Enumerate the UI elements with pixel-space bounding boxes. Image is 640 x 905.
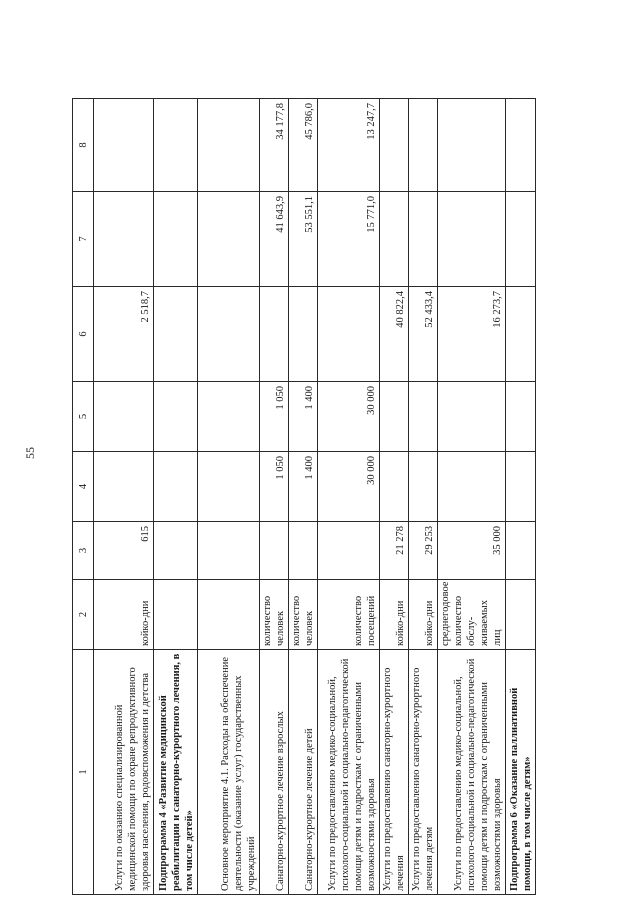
row-title-text: Услуги по предоставлению санаторно-курортного лечения детям — [411, 667, 435, 891]
value-cell — [438, 192, 506, 287]
table-row — [198, 99, 260, 895]
value-cell — [198, 452, 260, 522]
row-title-text: Санаторно-курортное лечение детей — [304, 728, 315, 891]
value-cell — [289, 287, 318, 382]
unit-cell — [154, 580, 198, 650]
header-cell: 6 — [73, 287, 94, 382]
value-cell — [154, 287, 198, 382]
unit-cell — [506, 580, 536, 650]
row-title — [380, 650, 409, 895]
value-cell: 29 253 — [409, 522, 438, 580]
value-cell — [154, 192, 198, 287]
value-cell — [380, 99, 409, 192]
value-cell: 1 050 — [260, 382, 289, 452]
unit-cell: количество посещений — [318, 580, 380, 650]
value-cell — [94, 382, 154, 452]
value-cell: 41 643,9 — [260, 192, 289, 287]
value-cell — [198, 287, 260, 382]
value-cell: 52 433,4 — [409, 287, 438, 382]
value-cell: 16 273,7 — [438, 287, 506, 382]
value-cell — [506, 522, 536, 580]
header-cell: 5 — [73, 382, 94, 452]
unit-cell: среднегодовое количество обслу-живаемых лиц — [438, 580, 506, 650]
unit-cell: количество человек — [260, 580, 289, 650]
value-cell: 615 — [94, 522, 154, 580]
value-cell — [409, 99, 438, 192]
value-cell: 34 177,8 — [260, 99, 289, 192]
table-row — [506, 99, 536, 895]
value-cell: 21 278 — [380, 522, 409, 580]
value-cell: 13 247,7 — [318, 99, 380, 192]
value-cell — [154, 522, 198, 580]
table-row — [318, 99, 380, 895]
value-cell — [154, 452, 198, 522]
value-cell — [198, 382, 260, 452]
value-cell: 15 771,0 — [318, 192, 380, 287]
value-cell — [506, 192, 536, 287]
row-title — [409, 650, 438, 895]
row-title — [506, 650, 536, 895]
header-cell: 1 — [73, 650, 94, 895]
value-cell: 35 000 — [438, 522, 506, 580]
value-cell — [409, 452, 438, 522]
row-title-text: Услуги по предоставлению медико-социальной, психолого-социальной и социально-педагогической помощи детям и подросткам с ограниченными возможностями здоровья — [453, 658, 503, 891]
value-cell — [409, 382, 438, 452]
row-title-text: Услуги по предоставлению санаторно-курортного лечения — [382, 667, 406, 891]
header-cell: 3 — [73, 522, 94, 580]
table-row — [409, 99, 438, 895]
value-cell: 1 400 — [289, 382, 318, 452]
value-cell — [380, 452, 409, 522]
row-title-text: Услуги по оказанию специализированной медицинской помощи по охране репродуктивного здоровья населения, родовспоможения и детства — [114, 667, 151, 891]
row-title-text: Подпрограмма 4 «Развитие медицинской реабилитации и санаторно-курортного лечения, в том числе детей» — [158, 653, 195, 891]
row-title — [260, 650, 289, 895]
value-cell — [380, 382, 409, 452]
value-cell — [198, 192, 260, 287]
value-cell — [506, 287, 536, 382]
row-title-text: Основное мероприятие 4.1. Расходы на обеспечение деятельности (оказание услуг) государственных учреждений — [220, 657, 257, 891]
value-cell — [289, 522, 318, 580]
value-cell — [94, 99, 154, 192]
header-cell: 7 — [73, 192, 94, 287]
unit-cell: койко-дни — [409, 580, 438, 650]
table-row — [94, 99, 154, 895]
unit-cell: количество человек — [289, 580, 318, 650]
value-cell: 53 551,1 — [289, 192, 318, 287]
value-cell — [506, 452, 536, 522]
value-cell: 30 000 — [318, 382, 380, 452]
row-title — [438, 650, 506, 895]
value-cell: 45 786,0 — [289, 99, 318, 192]
table-row — [438, 99, 506, 895]
unit-cell: койко-дни — [380, 580, 409, 650]
value-cell — [318, 287, 380, 382]
table-row — [380, 99, 409, 895]
header-cell: 2 — [73, 580, 94, 650]
value-cell — [94, 452, 154, 522]
page-number: 55 — [23, 447, 37, 459]
table-row — [289, 99, 318, 895]
value-cell: 40 822,4 — [380, 287, 409, 382]
value-cell — [154, 382, 198, 452]
row-title — [289, 650, 318, 895]
header-cell: 8 — [73, 99, 94, 192]
value-cell: 1 050 — [260, 452, 289, 522]
value-cell — [318, 522, 380, 580]
table-row — [154, 99, 198, 895]
value-cell — [198, 99, 260, 192]
value-cell: 2 518,7 — [94, 287, 154, 382]
table-row — [260, 99, 289, 895]
value-cell — [380, 192, 409, 287]
value-cell — [260, 522, 289, 580]
row-title — [94, 650, 154, 895]
value-cell — [94, 192, 154, 287]
value-cell — [438, 382, 506, 452]
table-body — [94, 99, 536, 895]
unit-cell — [198, 580, 260, 650]
value-cell: 1 400 — [289, 452, 318, 522]
row-title — [198, 650, 260, 895]
row-title-text: Услуги по предоставлению медико-социальной, психолого-социальной и социально-педагогической помощи детям и подросткам с ограниченными возможностями здоровья — [327, 658, 377, 891]
row-title — [318, 650, 380, 895]
header-row — [73, 99, 94, 895]
row-title-text: Санаторно-курортное лечение взрослых — [275, 711, 286, 891]
value-cell — [154, 99, 198, 192]
value-cell — [260, 287, 289, 382]
value-cell — [438, 452, 506, 522]
value-cell — [438, 99, 506, 192]
value-cell — [409, 192, 438, 287]
budget-table — [72, 98, 536, 895]
unit-cell: койко-дни — [94, 580, 154, 650]
row-title-text: Подпрограмма 6 «Оказание паллиативной помощи, в том числе детям» — [509, 687, 533, 891]
value-cell — [506, 99, 536, 192]
rotated-document — [72, 99, 578, 895]
value-cell: 30 000 — [318, 452, 380, 522]
value-cell — [198, 522, 260, 580]
header-cell: 4 — [73, 452, 94, 522]
row-title — [154, 650, 198, 895]
value-cell — [506, 382, 536, 452]
